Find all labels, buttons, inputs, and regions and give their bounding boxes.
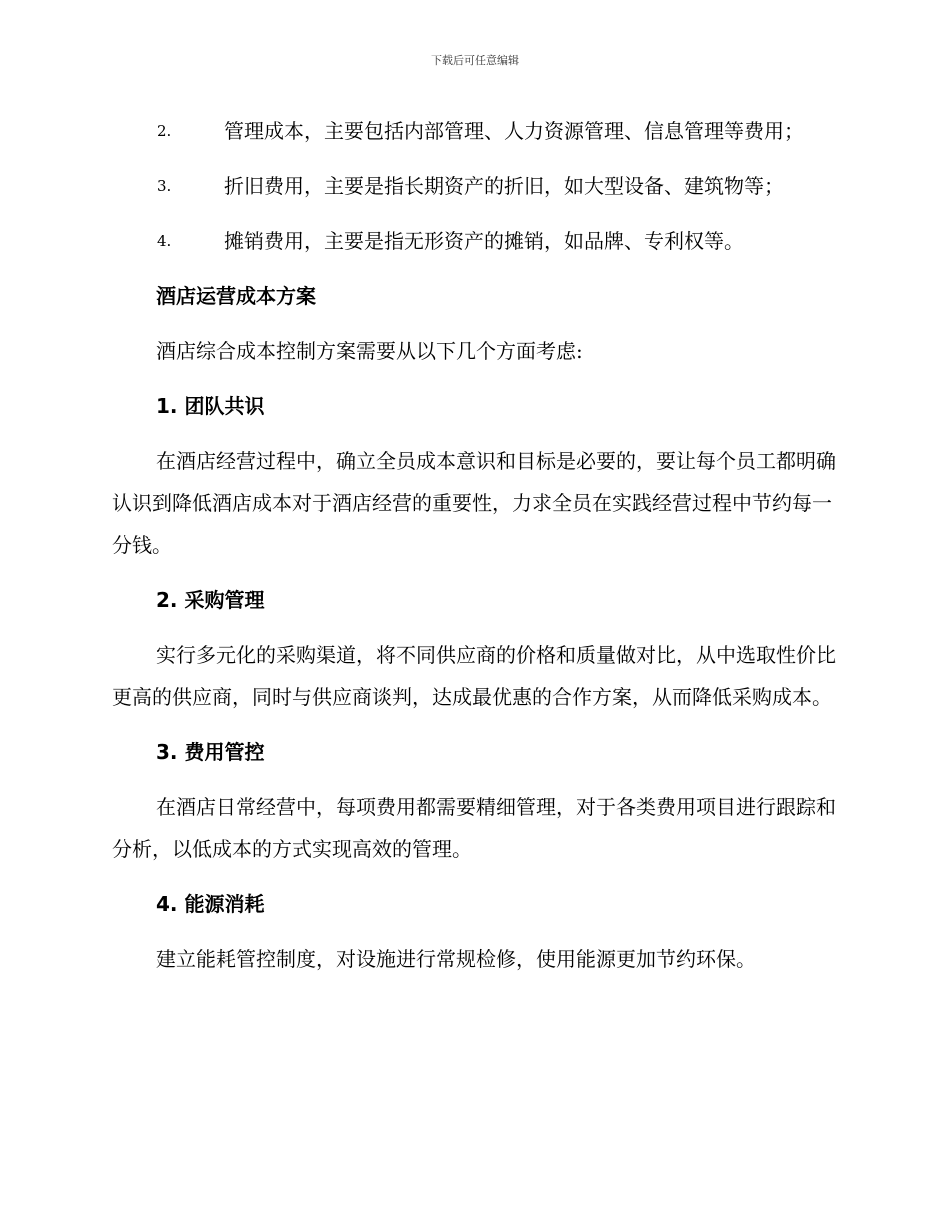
subsection-heading-energy: 4. 能源消耗 — [156, 892, 265, 916]
list-item-number: 4. — [157, 232, 172, 250]
subsection-body-expense-control: 在酒店日常经营中，每项费用都需要精细管理，对于各类费用项目进行跟踪和分析，以低成本的方式实现高效的管理。 — [112, 795, 836, 861]
list-item — [112, 110, 837, 152]
list-item-text: 折旧费用，主要是指长期资产的折旧，如大型设备、建筑物等； — [224, 174, 784, 198]
page-header-note: 下载后可任意编辑 — [431, 54, 519, 67]
list-item-number: 3. — [157, 177, 172, 195]
list-item-text: 管理成本，主要包括内部管理、人力资源管理、信息管理等费用； — [224, 119, 804, 143]
list-item — [112, 220, 837, 262]
list-item-number: 2. — [157, 122, 172, 140]
subsection-body-procurement: 实行多元化的采购渠道，将不同供应商的价格和质量做对比，从中选取性价比更高的供应商，同时与供应商谈判，达成最优惠的合作方案，从而降低采购成本。 — [112, 643, 836, 709]
subsection-heading-team-consensus: 1. 团队共识 — [156, 394, 265, 418]
list-item — [112, 165, 837, 207]
section-title: 酒店运营成本方案 — [156, 284, 316, 308]
section-intro: 酒店综合成本控制方案需要从以下几个方面考虑: — [156, 339, 583, 363]
document-body — [112, 110, 837, 993]
subsection-body-team-consensus: 在酒店经营过程中，确立全员成本意识和目标是必要的，要让每个员工都明确认识到降低酒店成本对于酒店经营的重要性，力求全员在实践经营过程中节约每一分钱。 — [112, 449, 836, 557]
subsection-heading-expense-control: 3. 费用管控 — [156, 740, 265, 764]
list-item-text: 摊销费用，主要是指无形资产的摊销，如品牌、专利权等。 — [224, 229, 744, 253]
subsection-heading-procurement: 2. 采购管理 — [156, 588, 265, 612]
subsection-body-energy: 建立能耗管控制度，对设施进行常规检修，使用能源更加节约环保。 — [156, 947, 756, 971]
